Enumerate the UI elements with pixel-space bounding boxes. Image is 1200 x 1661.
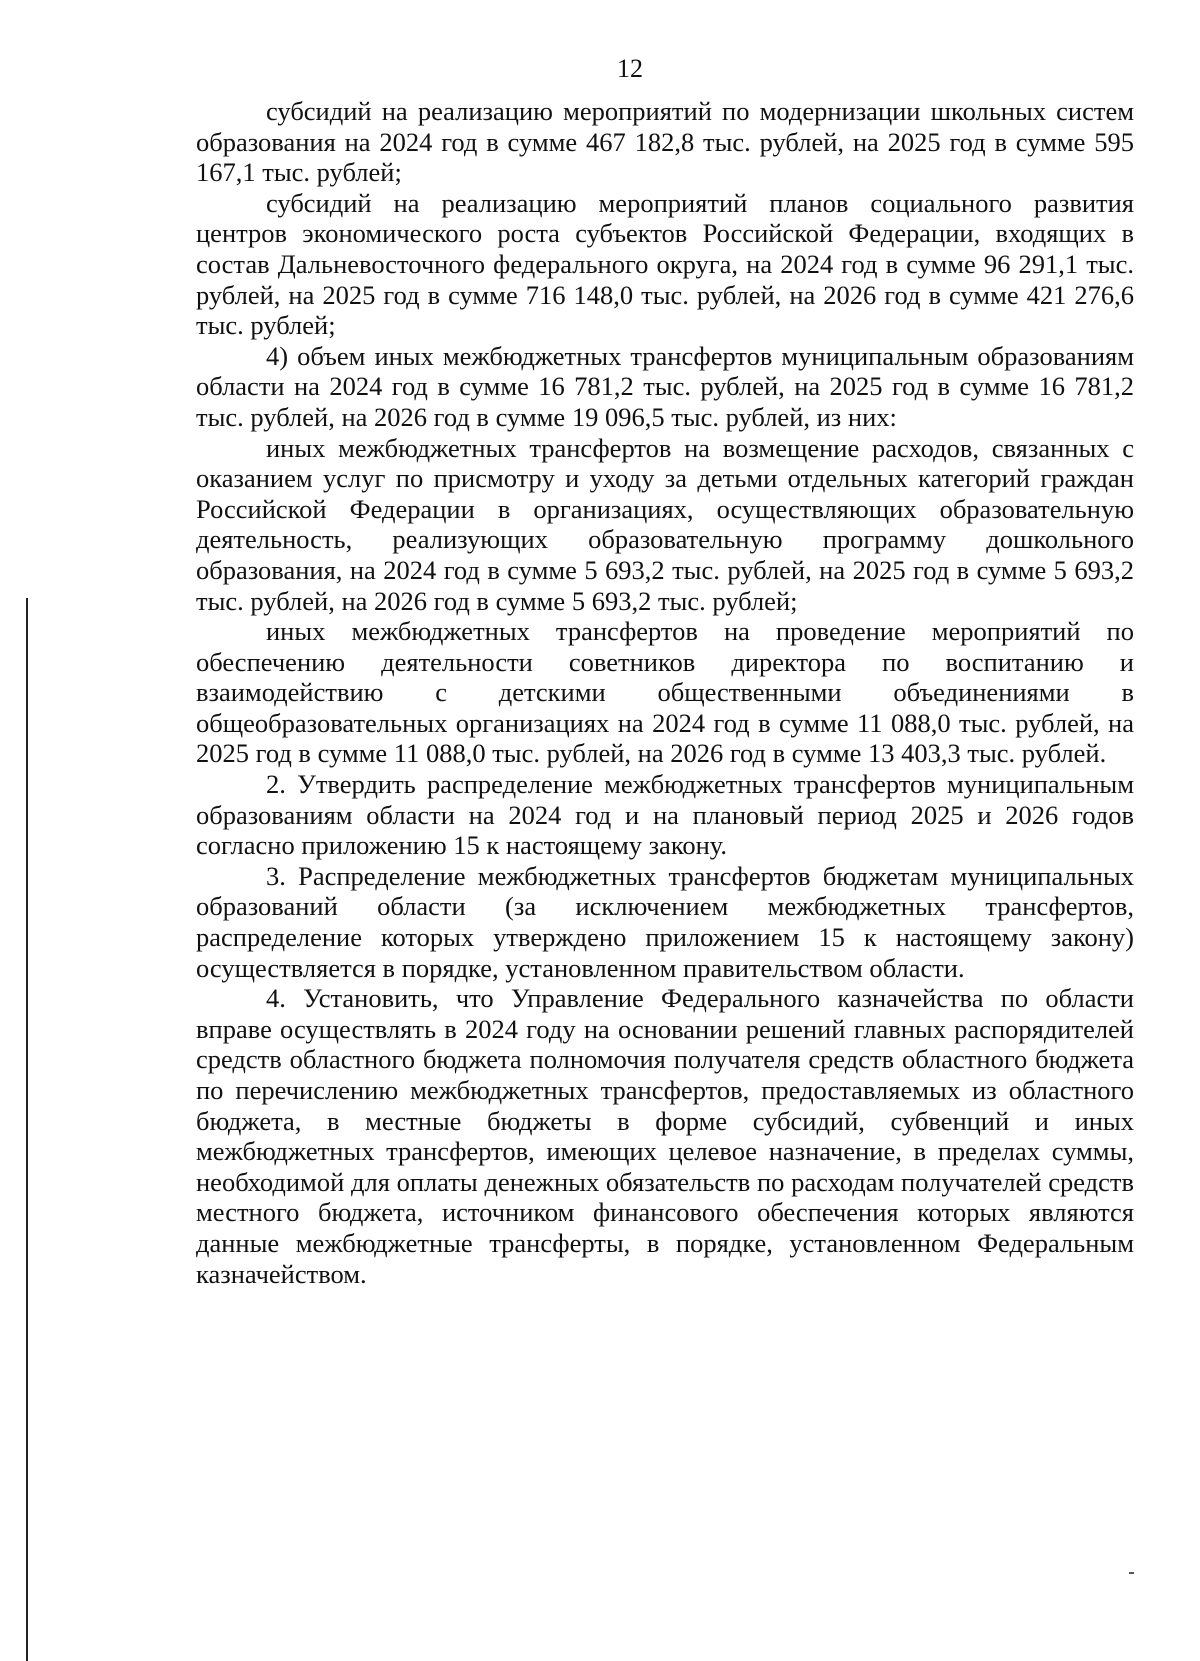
paragraph-other-transfers-total: 4) объем иных межбюджетных трансфертов муниципальным образованиям области на 2024 год в сумме 16 781,2 тыс. рублей, на 2025 год в сумме 16 781,2 тыс. рублей, на 2026 год в сумме 19 096,5 тыс. рублей, из них: <box>196 340 1134 432</box>
scan-margin-line <box>26 598 28 1661</box>
paragraph-item-4: 4. Установить, что Управление Федерального казначейства по области вправе осуществлять в 2024 году на основании решений главных распорядителей средств областного бюджета полномочия получателя средств областного бюджета по перечислению межбюджетных трансфертов, предоставляемых из областного бюджета, в местные бюджеты в форме субсидий, субвенций и иных межбюджетных трансфертов, имеющих целевое назначение, в пределах суммы, необходимой для оплаты денежных обязательств по расходам получателей средств местного бюджета, источником финансового обеспечения которых являются данные межбюджетные трансферты, в порядке, установленном Федеральным казначейством. <box>196 983 1134 1289</box>
paragraph-advisors-transfers: иных межбюджетных трансфертов на проведение мероприятий по обеспечению деятельности советников директора по воспитанию и взаимодействию с детскими общественными объединениями в общеобразовательных организациях на 2024 год в сумме 11 088,0 тыс. рублей, на 2025 год в сумме 11 088,0 тыс. рублей, на 2026 год в сумме 13 403,3 тыс. рублей. <box>196 616 1134 769</box>
page-number: 12 <box>617 54 643 83</box>
paragraph-school-modernization-subsidy: субсидий на реализацию мероприятий по модернизации школьных систем образования на 2024 год в сумме 467 182,8 тыс. рублей, на 2025 год в сумме 595 167,1 тыс. рублей; <box>196 96 1134 188</box>
paragraph-item-3: 3. Распределение межбюджетных трансфертов бюджетам муниципальных образований области (за исключением межбюджетных трансфертов, распределение которых утверждено приложением 15 к настоящему закону) осуществляется в порядке, установленном правительством области. <box>196 860 1134 983</box>
paragraph-item-2: 2. Утвердить распределение межбюджетных трансфертов муниципальным образованиям области на 2024 год и на плановый период 2025 и 2026 годов согласно приложению 15 к настоящему закону. <box>196 769 1134 861</box>
paragraph-economic-growth-centers-subsidy: субсидий на реализацию мероприятий планов социального развития центров экономического роста субъектов Российской Федерации, входящих в состав Дальневосточного федерального округа, на 2024 год в сумме 96 291,1 тыс. рублей, на 2025 год в сумме 716 148,0 тыс. рублей, на 2026 год в сумме 421 276,6 тыс. рублей; <box>196 187 1134 341</box>
document-body <box>196 96 1134 1289</box>
scan-speck <box>1129 1572 1134 1574</box>
paragraph-childcare-transfers: иных межбюджетных трансфертов на возмещение расходов, связанных с оказанием услуг по присмотру и уходу за детьми отдельных категорий граждан Российской Федерации в организациях, осуществляющих образовательную деятельность, реализующих образовательную программу дошкольного образования, на 2024 год в сумме 5 693,2 тыс. рублей, на 2025 год в сумме 5 693,2 тыс. рублей, на 2026 год в сумме 5 693,2 тыс. рублей; <box>196 432 1134 616</box>
